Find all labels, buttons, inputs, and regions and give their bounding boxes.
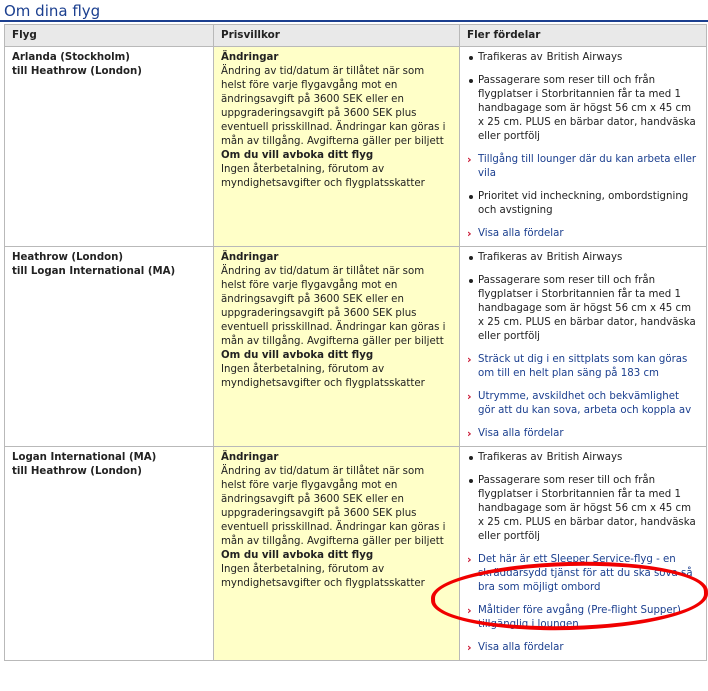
show-all-benefits-link[interactable] (467, 641, 699, 655)
chevron-right-icon: › (467, 227, 472, 240)
benefit-link[interactable] (467, 390, 699, 418)
route-cell (5, 47, 214, 247)
fare-conditions-cell (214, 247, 460, 447)
changes-text: Ändring av tid/datum är tillåtet när som helst före varje flygavgång mot en ändringsavgift på 3600 SEK eller en uppgraderingsavgift på 3600 SEK plus eventuell prisskillnad. Ändringar kan göras i mån av tillgång. Avgifterna gäller per biljett (221, 66, 446, 147)
benefits-list (467, 251, 699, 441)
chevron-right-icon: › (467, 553, 472, 566)
fare-conditions-cell (214, 447, 460, 661)
changes-text: Ändring av tid/datum är tillåtet när som helst före varje flygavgång mot en ändringsavgift på 3600 SEK eller en uppgraderingsavgift på 3600 SEK plus eventuell prisskillnad. Ändringar kan göras i mån av tillgång. Avgifterna gäller per biljett (221, 466, 446, 547)
benefits-cell (460, 47, 707, 247)
flight-table (4, 24, 707, 661)
route-cell (5, 447, 214, 661)
route-origin: Arlanda (Stockholm) (12, 52, 130, 63)
column-header-conditions: Prisvillkor (214, 25, 460, 47)
sleeper-service-link[interactable] (467, 553, 699, 595)
benefit-link-label: Tillgång till lounger där du kan arbeta eller vila (478, 154, 697, 179)
cancel-text: Ingen återbetalning, förutom av myndighetsavgifter och flygplatsskatter (221, 164, 425, 189)
benefit-link-label: Sträck ut dig i en sittplats som kan göras om till en helt plan säng på 183 cm (478, 354, 688, 379)
route-cell (5, 247, 214, 447)
cancel-heading: Om du vill avboka ditt flyg (221, 350, 374, 361)
list-item (467, 74, 699, 144)
table-header-row (5, 25, 707, 47)
show-all-benefits-link[interactable] (467, 427, 699, 441)
benefits-cell (460, 247, 707, 447)
table-row (5, 47, 707, 247)
list-item (467, 190, 699, 218)
chevron-right-icon: › (467, 353, 472, 366)
baggage-text: Passagerare som reser till och från flygplatser i Storbritannien får ta med 1 handbagage som är högst 56 cm x 45 cm x 25 cm. PLUS en bärbar dator, handväska eller portfölj (478, 75, 696, 142)
list-item (467, 274, 699, 344)
changes-heading: Ändringar (221, 452, 279, 463)
chevron-right-icon: › (467, 427, 472, 440)
cancel-heading: Om du vill avboka ditt flyg (221, 550, 374, 561)
changes-heading: Ändringar (221, 252, 279, 263)
route-destination: till Heathrow (London) (12, 66, 142, 77)
route-destination: till Heathrow (London) (12, 466, 142, 477)
operated-by-label: Trafikeras av (478, 452, 543, 463)
route-destination: till Logan International (MA) (12, 266, 176, 277)
priority-text: Prioritet vid incheckning, ombordstigning och avstigning (478, 191, 689, 216)
cancel-text: Ingen återbetalning, förutom av myndighetsavgifter och flygplatsskatter (221, 364, 425, 389)
chevron-right-icon: › (467, 604, 472, 617)
route-origin: Heathrow (London) (12, 252, 124, 263)
chevron-right-icon: › (467, 641, 472, 654)
list-item (467, 474, 699, 544)
benefit-link[interactable] (467, 353, 699, 381)
benefits-list (467, 51, 699, 241)
cancel-heading: Om du vill avboka ditt flyg (221, 150, 374, 161)
airline-name: British Airways (546, 452, 623, 463)
chevron-right-icon: › (467, 153, 472, 166)
show-all-label: Visa alla fördelar (478, 228, 564, 239)
operated-by-label: Trafikeras av (478, 252, 543, 263)
baggage-text: Passagerare som reser till och från flygplatser i Storbritannien får ta med 1 handbagage som är högst 56 cm x 45 cm x 25 cm. PLUS en bärbar dator, handväska eller portfölj (478, 275, 696, 342)
baggage-text: Passagerare som reser till och från flygplatser i Storbritannien får ta med 1 handbagage som är högst 56 cm x 45 cm x 25 cm. PLUS en bärbar dator, handväska eller portfölj (478, 475, 696, 542)
benefits-cell (460, 447, 707, 661)
page-title: Om dina flyg (4, 2, 101, 20)
benefits-list (467, 451, 699, 655)
benefit-link-label: Måltider före avgång (Pre-flight Supper) tillgänglig i loungen (478, 605, 681, 630)
column-header-flight: Flyg (5, 25, 214, 47)
show-all-benefits-link[interactable] (467, 227, 699, 241)
fare-conditions-cell (214, 47, 460, 247)
benefit-link-label: Utrymme, avskildhet och bekvämlighet gör att du kan sova, arbeta och koppla av (478, 391, 692, 416)
operated-by-label: Trafikeras av (478, 52, 543, 63)
list-item (467, 251, 699, 265)
airline-name: British Airways (546, 52, 623, 63)
airline-name: British Airways (546, 252, 623, 263)
changes-text: Ändring av tid/datum är tillåtet när som helst före varje flygavgång mot en ändringsavgift på 3600 SEK eller en uppgraderingsavgift på 3600 SEK plus eventuell prisskillnad. Ändringar kan göras i mån av tillgång. Avgifterna gäller per biljett (221, 266, 446, 347)
show-all-label: Visa alla fördelar (478, 428, 564, 439)
chevron-right-icon: › (467, 390, 472, 403)
route-origin: Logan International (MA) (12, 452, 157, 463)
benefit-link[interactable] (467, 153, 699, 181)
table-row (5, 447, 707, 661)
table-row (5, 247, 707, 447)
changes-heading: Ändringar (221, 52, 279, 63)
benefit-link-label: Det här är ett Sleeper Service-flyg - en skräddarsydd tjänst för att du ska sova så bra som möjligt ombord (478, 554, 693, 593)
show-all-label: Visa alla fördelar (478, 642, 564, 653)
cancel-text: Ingen återbetalning, förutom av myndighetsavgifter och flygplatsskatter (221, 564, 425, 589)
column-header-benefits: Fler fördelar (460, 25, 707, 47)
list-item (467, 451, 699, 465)
title-divider (0, 20, 708, 22)
list-item (467, 51, 699, 65)
benefit-link[interactable] (467, 604, 699, 632)
